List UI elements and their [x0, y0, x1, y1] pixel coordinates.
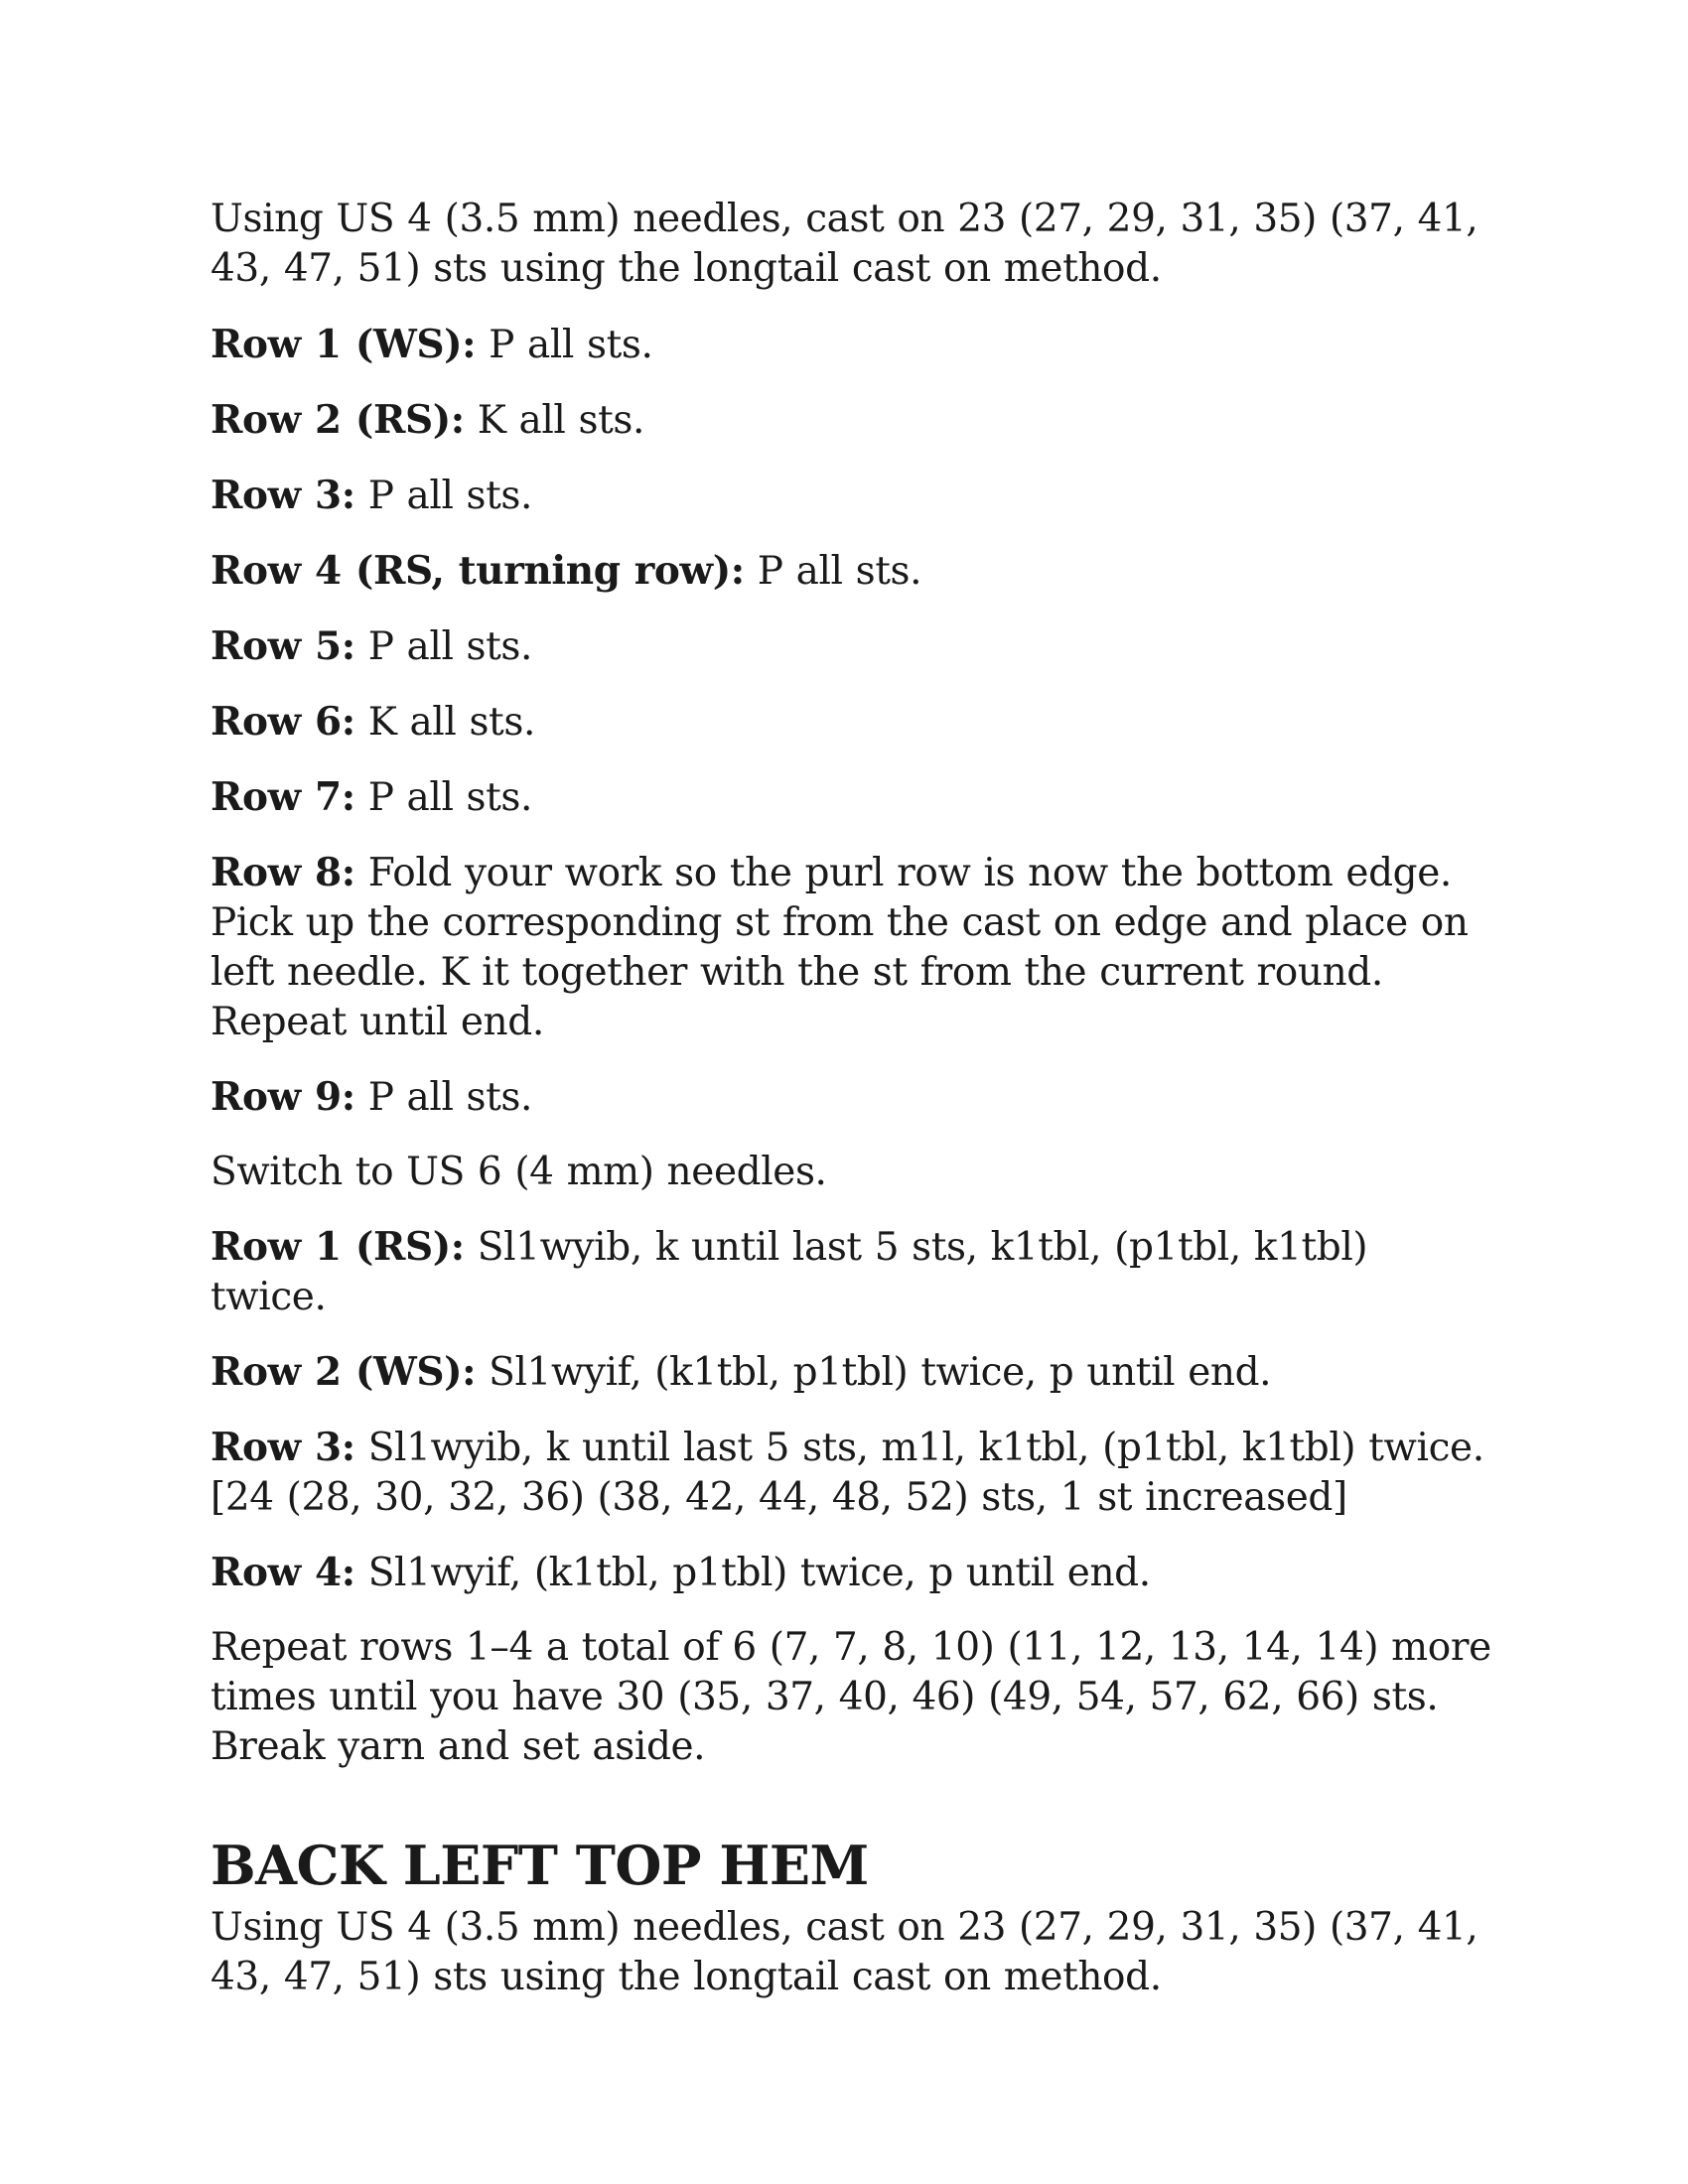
body-row-2: [211, 1347, 1491, 1398]
instruction-row-6: [211, 697, 1491, 748]
instruction-row-4: [211, 546, 1491, 597]
row-text: Sl1wyib, k until last 5 sts, k1tbl, (p1tbl, k1tbl) twice.: [211, 1225, 1368, 1319]
instruction-row-1: [211, 320, 1491, 370]
row-label: Row 6:: [211, 699, 355, 745]
row-text: P all sts.: [354, 624, 533, 669]
section-cast-on-instruction: Using US 4 (3.5 mm) needles, cast on 23 (27, 29, 31, 35) (37, 41, 43, 47, 51) sts using the longtail cast on method.: [211, 1905, 1478, 1999]
body-row-4: [211, 1548, 1491, 1598]
repeat-instruction: Repeat rows 1–4 a total of 6 (7, 7, 8, 10) (11, 12, 13, 14, 14) more times until you have 30 (35, 37, 40, 46) (49, 54, 57, 62, 66) sts. Break yarn and set aside.: [211, 1625, 1491, 1769]
row-label: Row 3:: [211, 1425, 355, 1470]
row-label: Row 7:: [211, 774, 355, 820]
row-label: Row 3:: [211, 473, 355, 518]
row-label: Row 4 (RS, turning row):: [211, 548, 745, 594]
row-label: Row 8:: [211, 850, 355, 895]
instruction-row-2: [211, 395, 1491, 446]
row-text: P all sts.: [354, 1075, 533, 1120]
instruction-row-5: [211, 621, 1491, 672]
instruction-row-7: [211, 772, 1491, 823]
section-heading: BACK LEFT TOP HEM: [211, 1834, 869, 1897]
pattern-page: [211, 195, 1491, 2027]
switch-needles-instruction: Switch to US 6 (4 mm) needles.: [211, 1150, 827, 1194]
row-text: K all sts.: [354, 700, 535, 745]
row-text: P all sts.: [354, 474, 533, 518]
row-label: Row 1 (WS):: [211, 322, 477, 367]
instruction-row-8: [211, 848, 1491, 1047]
row-text: Sl1wyib, k until last 5 sts, m1l, k1tbl, (p1tbl, k1tbl) twice. [24 (28, 30, 32, 36) (38, 42, 44, 48, 52) sts, 1 st increased]: [211, 1426, 1484, 1520]
row-label: Row 2 (RS):: [211, 397, 465, 443]
row-label: Row 9:: [211, 1074, 355, 1120]
row-text: Fold your work so the purl row is now the bottom edge. Pick up the corresponding st from the cast on edge and place on left needle. K it together with the st from the current round. Repeat until end.: [211, 851, 1469, 1044]
body-row-1: [211, 1222, 1491, 1322]
instruction-row-9: [211, 1072, 1491, 1123]
row-text: P all sts.: [744, 549, 922, 594]
row-text: P all sts.: [354, 775, 533, 820]
instruction-row-3: [211, 471, 1491, 521]
row-text: Sl1wyif, (k1tbl, p1tbl) twice, p until end.: [476, 1350, 1272, 1395]
row-text: K all sts.: [464, 398, 644, 443]
row-label: Row 2 (WS):: [211, 1349, 477, 1395]
row-label: Row 1 (RS):: [211, 1224, 465, 1270]
body-row-3: [211, 1423, 1491, 1523]
row-text: P all sts.: [476, 323, 653, 367]
row-label: Row 5:: [211, 623, 355, 669]
row-label: Row 4:: [211, 1550, 355, 1595]
row-text: Sl1wyif, (k1tbl, p1tbl) twice, p until end.: [354, 1551, 1151, 1595]
cast-on-instruction: Using US 4 (3.5 mm) needles, cast on 23 (27, 29, 31, 35) (37, 41, 43, 47, 51) sts using the longtail cast on method.: [211, 197, 1478, 291]
